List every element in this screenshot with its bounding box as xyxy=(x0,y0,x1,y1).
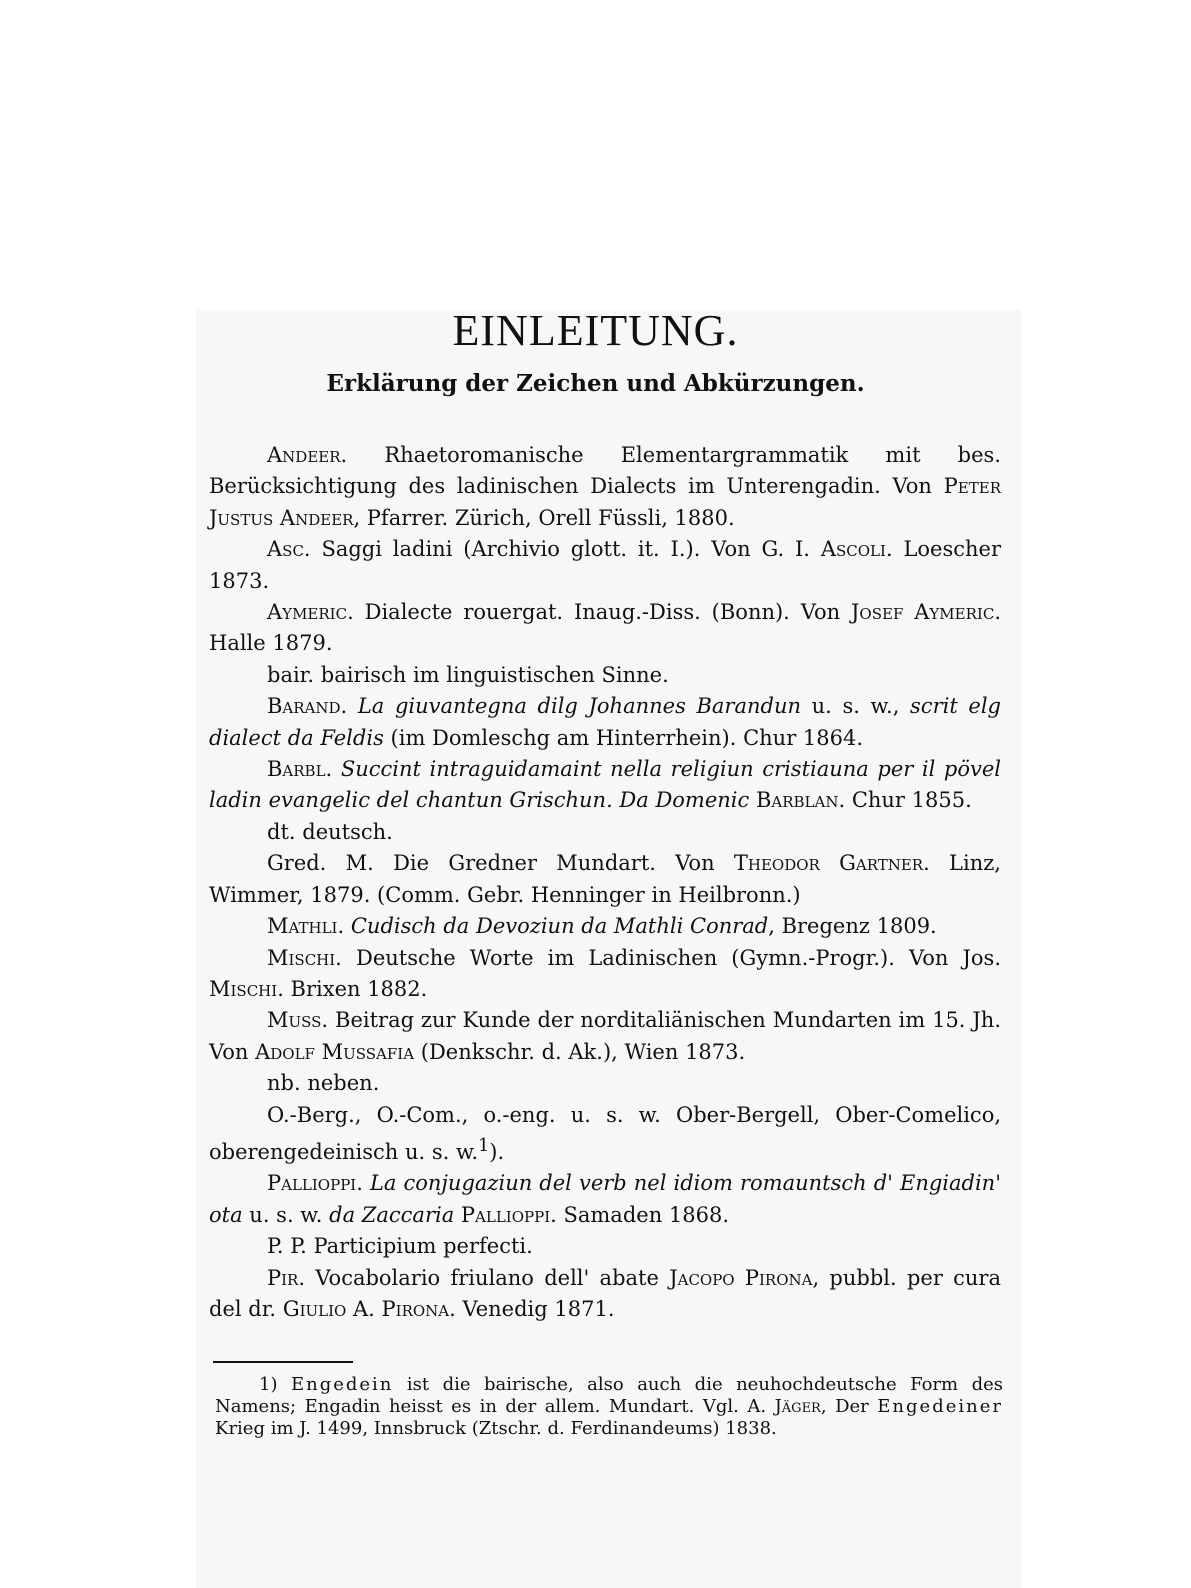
entry-abbr: Barbl. xyxy=(267,757,333,782)
page-title: EINLEITUNG. xyxy=(452,306,739,355)
entry-abbr: dt. xyxy=(267,819,296,844)
footnote-ref: 1 xyxy=(478,1135,490,1156)
entry-ober xyxy=(209,1100,1001,1169)
entry-tail: . Chur 1855. xyxy=(838,788,972,813)
entry-text: u. s. w., xyxy=(811,694,900,719)
entry-abbr: Aymeric. xyxy=(267,600,354,625)
entry-abbr: Muss. xyxy=(267,1008,329,1033)
entry-text: Deutsche Worte im Ladinischen (Gymn.-Progr.). Von Jos. xyxy=(355,945,1001,970)
entry-tail: , Pfarrer. Zürich, Orell Füssli, 1880. xyxy=(353,505,735,530)
entry-text2: , pubbl. per cura del dr. xyxy=(209,1265,1001,1321)
entry-author: Pallioppi xyxy=(460,1202,551,1227)
entry-abbr: Barand. xyxy=(267,694,348,719)
entry-text: Die Gredner Mundart. Von xyxy=(393,851,715,876)
entry-mathli xyxy=(209,911,1001,942)
entry-tail: . Brixen 1882. xyxy=(277,976,428,1001)
entry-abbr: Mischi. xyxy=(267,945,342,970)
entry-text: Vocabolario friulano dell' abate xyxy=(315,1265,659,1290)
entry-gred xyxy=(209,848,1001,911)
footnote-text: ist die bairische, also auch die neuhochdeutsche Form des Namens; Engadin heisst es in der allem. Mundart. Vgl. A. xyxy=(215,1374,1003,1417)
entry-abbr: Mathli. xyxy=(267,914,345,939)
entry-author: Barblan xyxy=(755,788,839,813)
footnote-text2: , Der xyxy=(820,1396,869,1417)
entry-tail: (im Domleschg am Hinterrhein). Chur 1864. xyxy=(390,725,864,750)
entry-bair xyxy=(209,660,1001,691)
entry-pp xyxy=(209,1231,1001,1262)
footnote-tail: Krieg im J. 1499, Innsbruck (Ztschr. d. Ferdinandeums) 1838. xyxy=(215,1418,777,1439)
footnote-mark: 1) xyxy=(259,1374,278,1395)
entry-abbr: nb. xyxy=(267,1071,301,1096)
entry-andeer xyxy=(209,440,1001,534)
entry-text: u. s. w. xyxy=(249,1202,323,1227)
entry-muss xyxy=(209,1005,1001,1068)
entry-tail: . Linz, Wimmer, 1879. (Comm. Gebr. Henninger in Heilbronn.) xyxy=(209,851,1001,907)
entry-title: Cudisch da Devoziun da Mathli Conrad xyxy=(350,914,769,939)
entry-author: Adolf Mussafia xyxy=(255,1039,415,1064)
footnote-divider xyxy=(213,1361,353,1363)
entry-title2: da Zaccaria xyxy=(329,1202,455,1227)
footnote-author: Jäger xyxy=(774,1396,821,1417)
footnote xyxy=(215,1374,1003,1440)
entry-abbr: P. P. xyxy=(267,1234,307,1259)
entry-text: Rhaetoromanische Elementargrammatik mit bes. Berücksichtigung des ladinischen Dialects im Unterengadin. Von xyxy=(209,443,1001,499)
entry-tail: . Halle 1879. xyxy=(209,600,1001,656)
entry-text: Saggi ladini (Archivio glott. it. I.). Von G. I. xyxy=(321,537,810,562)
entry-pallioppi xyxy=(209,1168,1001,1231)
entry-author2: Giulio A. Pirona xyxy=(282,1296,450,1321)
entry-tail: . Samaden 1868. xyxy=(550,1202,730,1227)
entry-tail: . Venedig 1871. xyxy=(449,1296,615,1321)
abbreviation-list xyxy=(209,440,1001,1325)
entry-abbr: O.-Berg., O.-Com., o.-eng. u. s. w. xyxy=(267,1102,661,1127)
entry-abbr: bair. xyxy=(267,662,315,687)
entry-author: Ascoli xyxy=(820,537,886,562)
entry-barbl xyxy=(209,754,1001,817)
entry-text: Beitrag zur Kunde der norditaliänischen Mundarten im 15. Jh. Von xyxy=(209,1008,1001,1064)
entry-abbr: Asc. xyxy=(267,537,311,562)
entry-abbr: Pir. xyxy=(267,1265,306,1290)
entry-nb xyxy=(209,1068,1001,1099)
section-subtitle: Erklärung der Zeichen und Abkürzungen. xyxy=(326,370,865,397)
entry-text: Dialecte rouergat. Inaug.-Diss. (Bonn). Von xyxy=(364,600,841,625)
footnote-spaced-word2: Engedeiner xyxy=(877,1396,1003,1417)
entry-tail: , Bregenz 1809. xyxy=(768,914,937,939)
entry-author: Jacopo Pirona xyxy=(669,1265,813,1290)
entry-mischi xyxy=(209,943,1001,1006)
entry-barand xyxy=(209,691,1001,754)
entry-title: Succint intraguidamaint nella religiun cristiauna per il pövel ladin evangelic del chantun Grischun. Da Domenic xyxy=(209,757,1001,813)
entry-aymeric xyxy=(209,597,1001,660)
entry-text: Ober-Bergell, Ober-Comelico, oberengedeinisch u. s. w. xyxy=(209,1102,1002,1164)
entry-abbr: Andeer. xyxy=(267,443,348,467)
entry-tail: ). xyxy=(489,1139,505,1164)
entry-author: Josef Aymeric xyxy=(851,600,995,625)
entry-text: deutsch. xyxy=(302,819,393,844)
entry-title: La conjugaziun del verb nel idiom romauntsch d' Engiadin' ota xyxy=(209,1171,1001,1227)
entry-text: neben. xyxy=(307,1071,380,1096)
entry-abbr: Gred. M. xyxy=(267,851,374,876)
entry-pir xyxy=(209,1263,1001,1326)
entry-title: La giuvantegna dilg Johannes Barandun xyxy=(357,694,801,719)
entry-author: Mischi xyxy=(209,976,278,1001)
entry-asc xyxy=(209,534,1001,597)
entry-text: Participium perfecti. xyxy=(313,1234,533,1259)
entry-author: Theodor Gartner xyxy=(733,851,924,876)
entry-title2: scrit elg dialect da Feldis xyxy=(209,694,1001,750)
entry-abbr: Pallioppi. xyxy=(267,1171,363,1196)
entry-tail: (Denkschr. d. Ak.), Wien 1873. xyxy=(420,1039,746,1064)
entry-text: bairisch im linguistischen Sinne. xyxy=(320,662,669,687)
footnote-spaced-word: Engedein xyxy=(290,1374,394,1395)
entry-tail: . Loescher 1873. xyxy=(209,537,1001,593)
entry-dt xyxy=(209,817,1001,848)
entry-author: Peter Justus Andeer xyxy=(209,474,1001,530)
